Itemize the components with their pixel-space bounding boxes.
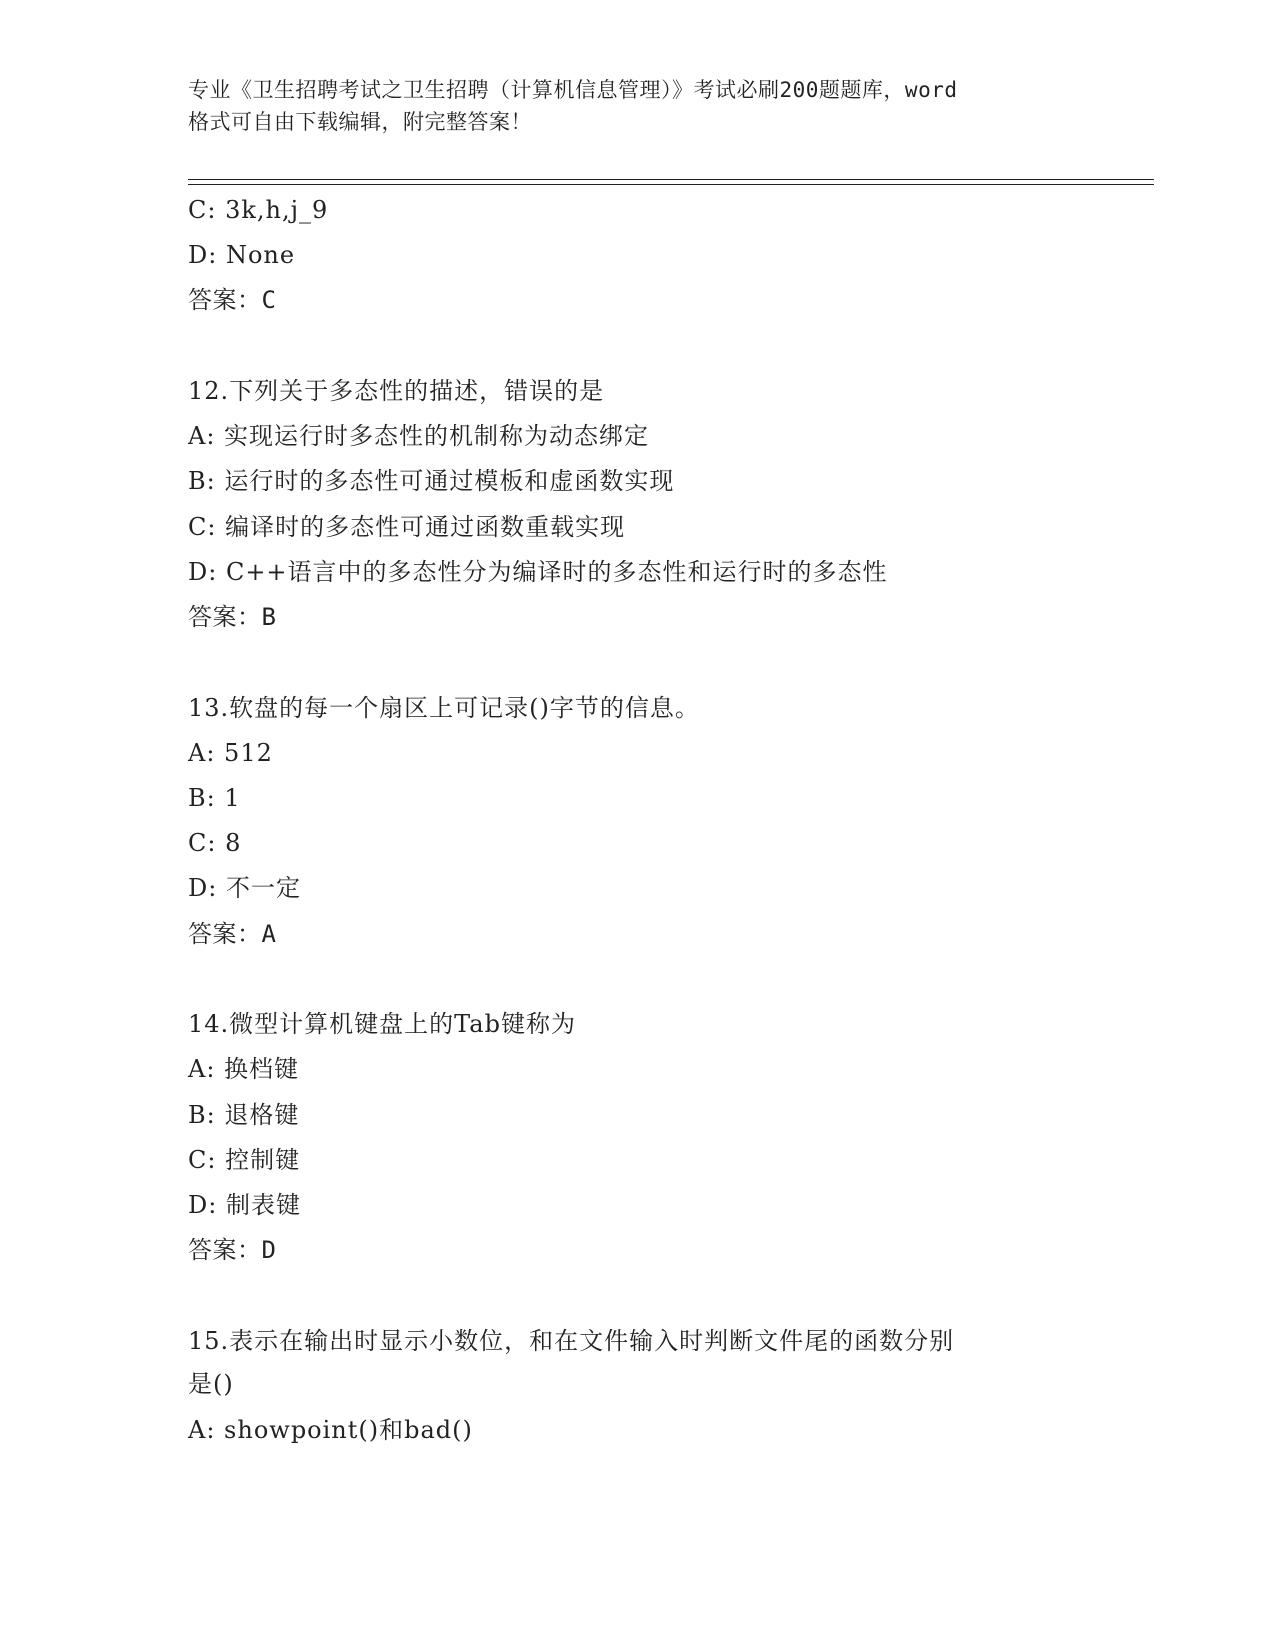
q13-stem: 13.软盘的每一个扇区上可记录()字节的信息。 [188,694,700,722]
q12-option-b: B: 运行时的多态性可通过模板和虚函数实现 [188,467,675,495]
q13-option-d: D: 不一定 [188,874,301,902]
q12-stem: 12.下列关于多态性的描述，错误的是 [188,377,605,405]
header-divider-top [188,179,1154,180]
q12-option-c: C: 编译时的多态性可通过函数重载实现 [188,513,626,541]
q12-option-d: D: C++语言中的多态性分为编译时的多态性和运行时的多态性 [188,558,888,586]
q13-option-c: C: 8 [188,829,242,857]
q12-answer: 答案：B [188,603,277,631]
q14-option-d: D: 制表键 [188,1191,301,1219]
document-header [188,74,1098,138]
header-divider-bottom [188,184,1154,185]
q15-stem-line-2: 是() [188,1370,234,1398]
q14-option-b: B: 退格键 [188,1101,300,1129]
prev-answer: 答案：C [188,286,277,314]
q14-answer: 答案：D [188,1236,277,1264]
q13-option-b: B: 1 [188,784,241,812]
q13-answer: 答案：A [188,920,277,948]
q15-option-a: A: showpoint()和bad() [188,1416,473,1444]
prev-option-c: C: 3k,h,j_9 [188,196,329,224]
q14-option-c: C: 控制键 [188,1146,301,1174]
q14-stem: 14.微型计算机键盘上的Tab键称为 [188,1010,576,1038]
q13-option-a: A: 512 [188,739,273,767]
prev-option-d: D: None [188,241,296,269]
q15-stem-line-1: 15.表示在输出时显示小数位，和在文件输入时判断文件尾的函数分别 [188,1327,955,1355]
q12-option-a: A: 实现运行时多态性的机制称为动态绑定 [188,422,650,450]
header-title-line-1: 专业《卫生招聘考试之卫生招聘（计算机信息管理）》考试必刷200题题库，word [188,78,958,102]
header-title-line-2: 格式可自由下载编辑，附完整答案！ [188,110,532,134]
q14-option-a: A: 换档键 [188,1055,300,1083]
